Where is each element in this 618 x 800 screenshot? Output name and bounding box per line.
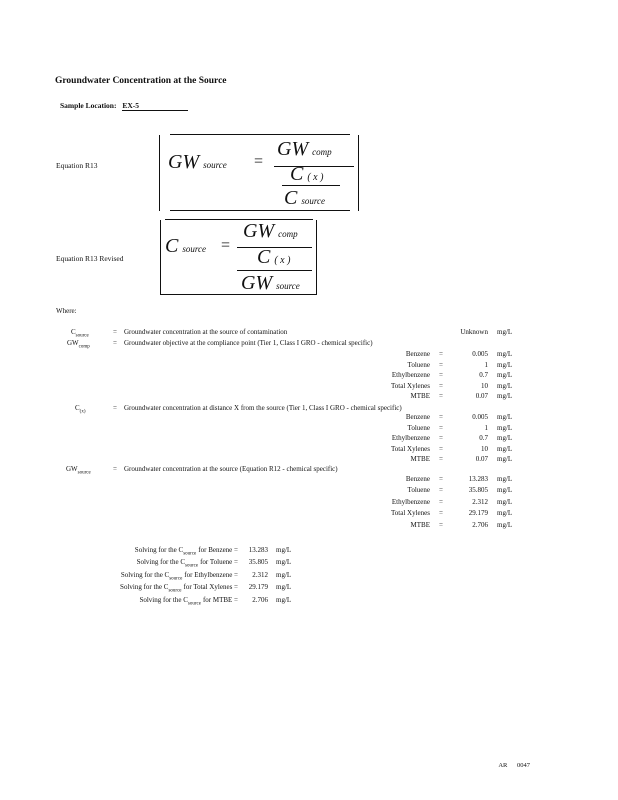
cx-row-value: 0.005 xyxy=(472,413,488,421)
def-csource-unit: mg/L xyxy=(497,328,513,336)
gwsource-row-equals: = xyxy=(439,520,443,529)
solving-row-label: Solving for the $C_{source}$ for Toluene = xyxy=(136,558,238,569)
gwcomp-row-unit: mg/L xyxy=(497,371,513,380)
cx-row-equals: = xyxy=(439,434,443,443)
gwcomp-row-equals: = xyxy=(439,392,443,401)
cx-row-unit: mg/L xyxy=(497,455,513,464)
gwcomp-row-chemical: Benzene xyxy=(405,350,430,358)
eq-r13-revised-box xyxy=(160,220,317,295)
page-footer xyxy=(498,762,530,769)
solving-row-label: Solving for the $C_{source}$ for MTBE = xyxy=(139,595,238,606)
solving-row-label: Solving for the $C_{source}$ for Total Xylenes = xyxy=(120,583,238,594)
def-cx-equals: = xyxy=(113,404,117,412)
def-csource-value: Unknown xyxy=(460,328,488,336)
cx-row-equals: = xyxy=(439,444,443,453)
cx-row-value: 0.7 xyxy=(479,434,488,443)
def-gwcomp-symbol: $GW_{comp}$ xyxy=(67,339,90,350)
cx-row-unit: mg/L xyxy=(497,434,513,443)
eq-r13-denominator: C source xyxy=(284,187,326,209)
sample-location-label: Sample Location: xyxy=(60,101,117,110)
gwsource-row-chemical: Toluene xyxy=(407,486,430,495)
footer-prefix: AR xyxy=(498,762,508,769)
eq-r13-label: Equation R13 xyxy=(56,161,98,170)
def-cx-symbol: $C_{(x)}$ xyxy=(75,404,86,415)
gwcomp-row-chemical: Toluene xyxy=(407,360,430,369)
cx-row-equals: = xyxy=(439,413,443,421)
gwcomp-row-equals: = xyxy=(439,381,443,390)
gwcomp-row-chemical: Ethylbenzene xyxy=(391,371,430,380)
gwcomp-row-unit: mg/L xyxy=(497,350,513,358)
gwsource-row-unit: mg/L xyxy=(497,475,513,483)
gwsource-row-value: 13.283 xyxy=(468,475,488,483)
def-csource-equals: = xyxy=(113,328,117,336)
sample-location xyxy=(60,101,188,111)
eq-r13-inner-fraction-bar xyxy=(282,185,340,186)
gwcomp-row-unit: mg/L xyxy=(497,392,513,401)
eq-r13-revised-numerator: GW comp xyxy=(243,220,298,242)
gwsource-row-chemical: MTBE xyxy=(410,520,430,529)
gwsource-row-chemical: Total Xylenes xyxy=(391,509,430,518)
sample-location-value: EX-5 xyxy=(122,101,188,111)
eq-r13-equals: = xyxy=(254,153,264,170)
gwcomp-row-value: 0.07 xyxy=(475,392,488,401)
def-gwsource-text: Groundwater concentration at the source (Equation R12 - chemical specific) xyxy=(124,465,338,473)
eq-r13-revised-label: Equation R13 Revised xyxy=(56,254,124,263)
gwcomp-row-value: 10 xyxy=(481,381,488,390)
eq-r13-mid: C ( x ) xyxy=(290,163,324,185)
gwsource-row-equals: = xyxy=(439,497,443,506)
cx-row-equals: = xyxy=(439,455,443,464)
cx-row-chemical: Benzene xyxy=(405,413,430,421)
cx-row-chemical: Ethylbenzene xyxy=(391,434,430,443)
gwcomp-row-unit: mg/L xyxy=(497,360,513,369)
solving-row-unit: mg/L xyxy=(276,570,292,579)
eq-r13-bottom-rule xyxy=(170,210,350,211)
def-gwsource-equals: = xyxy=(113,465,117,473)
def-gwcomp-text: Groundwater objective at the compliance point (Tier 1, Class I GRO - chemical specific) xyxy=(124,339,373,347)
solving-row-label: Solving for the $C_{source}$ for Ethylbenzene = xyxy=(120,570,238,582)
gwcomp-row-value: 0.005 xyxy=(472,350,488,358)
cx-row-value: 0.07 xyxy=(475,455,488,464)
eq-r13-revised-mid: C ( x ) xyxy=(257,246,291,268)
gwcomp-row-equals: = xyxy=(439,350,443,358)
cx-row-value: 1 xyxy=(484,423,488,432)
gwcomp-row-chemical: Total Xylenes xyxy=(391,381,430,390)
cx-row-value: 10 xyxy=(481,444,488,453)
gwsource-row-equals: = xyxy=(439,475,443,483)
gwcomp-row-value: 0.7 xyxy=(479,371,488,380)
gwcomp-row-value: 1 xyxy=(484,360,488,369)
solving-row-unit: mg/L xyxy=(276,546,292,554)
gwsource-row-chemical: Ethylbenzene xyxy=(391,497,430,506)
def-gwsource-symbol: $GW_{source}$ xyxy=(66,465,91,476)
eq-r13-box xyxy=(159,135,359,211)
cx-row-unit: mg/L xyxy=(497,413,513,421)
cx-row-equals: = xyxy=(439,423,443,432)
cx-row-chemical: MTBE xyxy=(410,455,430,464)
cx-row-chemical: Total Xylenes xyxy=(391,444,430,453)
gwcomp-row-chemical: MTBE xyxy=(410,392,430,401)
where-label: Where: xyxy=(56,307,77,315)
gwsource-row-unit: mg/L xyxy=(497,497,513,506)
solving-row-unit: mg/L xyxy=(276,558,292,567)
gwsource-row-value: 2.706 xyxy=(472,520,488,529)
solving-row-value: 13.283 xyxy=(248,546,268,554)
def-cx-text: Groundwater concentration at distance X from the source (Tier 1, Class I GRO - chemical specific) xyxy=(124,404,402,412)
gwsource-row-value: 35.805 xyxy=(468,486,488,495)
gwcomp-row-equals: = xyxy=(439,360,443,369)
eq-r13-revised-lhs: C source xyxy=(165,235,207,257)
gwsource-row-value: 29.179 xyxy=(468,509,488,518)
gwsource-row-equals: = xyxy=(439,486,443,495)
eq-r13-revised-equals: = xyxy=(221,237,231,254)
def-csource-symbol: $C_{source}$ xyxy=(71,328,89,339)
eq-r13-revised-inner-fraction-bar xyxy=(237,270,312,271)
solving-row-value: 35.805 xyxy=(248,558,268,567)
solving-row-value: 2.312 xyxy=(252,570,268,579)
solving-row-label: Solving for the $C_{source}$ for Benzene = xyxy=(134,546,238,557)
solving-row-unit: mg/L xyxy=(276,595,292,604)
def-csource-text: Groundwater concentration at the source of contamination xyxy=(124,328,288,336)
gwcomp-row-unit: mg/L xyxy=(497,381,513,390)
gwcomp-row-equals: = xyxy=(439,371,443,380)
eq-r13-top-rule xyxy=(170,134,350,135)
gwsource-row-chemical: Benzene xyxy=(405,475,430,483)
cx-row-chemical: Toluene xyxy=(407,423,430,432)
def-gwcomp-equals: = xyxy=(113,339,117,347)
gwsource-row-unit: mg/L xyxy=(497,520,513,529)
cx-row-unit: mg/L xyxy=(497,444,513,453)
eq-r13-revised-denominator: GW source xyxy=(241,272,300,294)
gwsource-row-unit: mg/L xyxy=(497,486,513,495)
gwsource-row-equals: = xyxy=(439,509,443,518)
solving-row-value: 2.706 xyxy=(252,595,268,604)
solving-row-unit: mg/L xyxy=(276,583,292,592)
eq-r13-numerator: GW comp xyxy=(277,138,332,160)
eq-r13-lhs: GW source xyxy=(168,151,227,173)
footer-number: 0047 xyxy=(517,762,530,769)
gwsource-row-unit: mg/L xyxy=(497,509,513,518)
page-title: Groundwater Concentration at the Source xyxy=(55,76,227,86)
solving-row-value: 29.179 xyxy=(248,583,268,592)
cx-row-unit: mg/L xyxy=(497,423,513,432)
gwsource-row-value: 2.312 xyxy=(472,497,488,506)
